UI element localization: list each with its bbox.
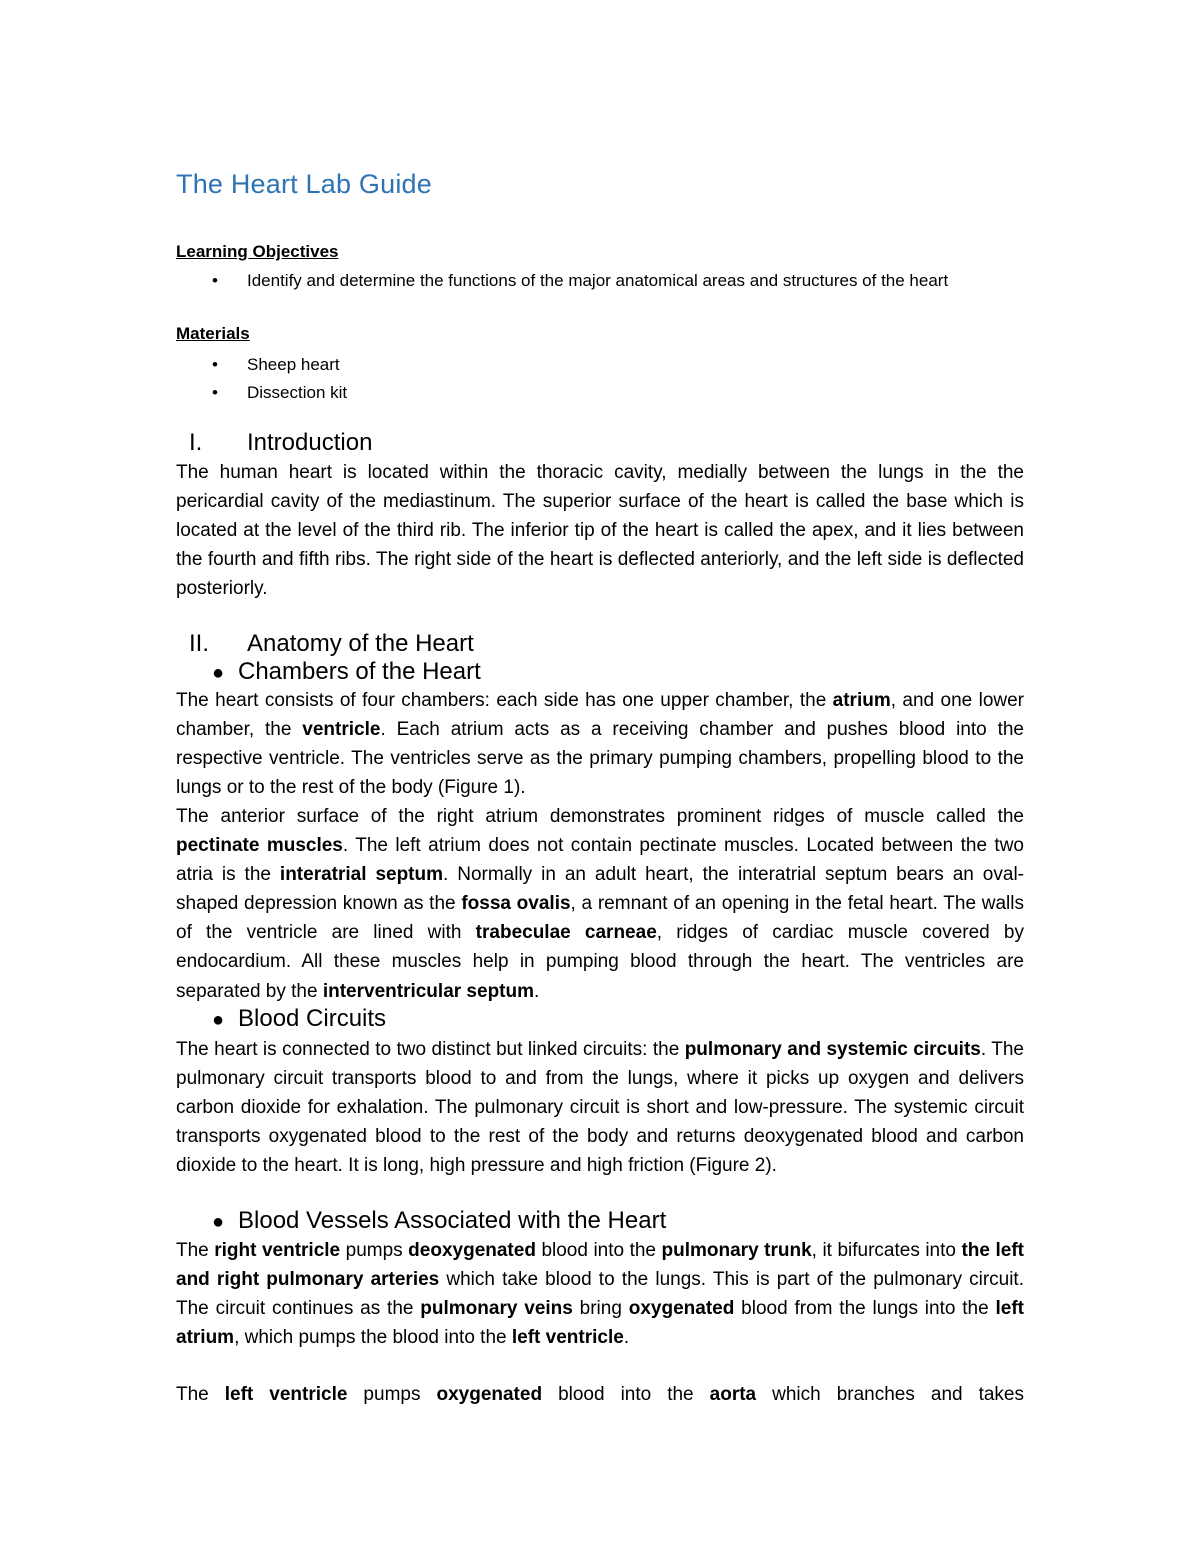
section-title: Anatomy of the Heart <box>247 630 474 657</box>
bullet-icon: ● <box>212 662 225 684</box>
circuits-paragraph: The heart is connected to two distinct but linked circuits: the pulmonary and systemic circuits. The pulmonary circuit transports blood to and from the lungs, where it picks up oxygen and delivers carbon dioxide for exhalation. The pulmonary circuit is short and low-pressure. The systemic circuit transports oxygenated blood to the rest of the body and returns deoxygenated blood and carbon dioxide to the heart. It is long, high pressure and high friction (Figure 2). <box>176 1039 1024 1177</box>
subsection-heading-circuits <box>176 1005 386 1034</box>
objectives-list <box>176 268 1024 293</box>
vessels-paragraph-1: The right ventricle pumps deoxygenated blood into the pulmonary trunk, it bifurcates into the left and right pulmonary arteries which take blood to the lungs. This is part of the pulmonary circuit. The circuit continues as the pulmonary veins bring oxygenated blood from the lungs into the left atrium, which pumps the blood into the left ventricle. <box>176 1240 1024 1349</box>
chambers-paragraph-1: The heart consists of four chambers: each side has one upper chamber, the atrium, and one lower chamber, the ventricle. Each atrium acts as a receiving chamber and pushes blood into the respective ventricle. The ventricles serve as the primary pumping chambers, propelling blood to the lungs or to the rest of the body (Figure 1). <box>176 690 1025 799</box>
materials-list <box>176 351 1024 407</box>
list-item: • Sheep heart <box>176 351 1024 379</box>
list-item: • Dissection kit <box>176 379 1024 407</box>
subsection-title: Blood Circuits <box>238 1005 387 1032</box>
document-title: The Heart Lab Guide <box>176 169 432 199</box>
section-heading-introduction <box>176 429 372 457</box>
introduction-paragraph: The human heart is located within the thoracic cavity, medially between the lungs in the the pericardial cavity of the mediastinum. The superior surface of the heart is called the base which is located at the level of the third rib. The inferior tip of the heart is called the apex, and it lies between the fourth and fifth ribs. The right side of the heart is deflected anteriorly, and the left side is deflected posteriorly. <box>176 462 1024 600</box>
vessels-paragraph-2: The left ventricle pumps oxygenated blood into the aorta which branches and takes <box>176 1384 1024 1405</box>
bullet-icon: ● <box>212 1009 225 1031</box>
bullet-icon: ● <box>212 1211 225 1233</box>
materials-heading: Materials <box>176 324 250 343</box>
section-number: II. <box>189 630 210 657</box>
objectives-heading: Learning Objectives <box>176 242 339 261</box>
subsection-title: Chambers of the Heart <box>238 658 481 685</box>
list-item: • Identify and determine the functions of the major anatomical areas and structures of the heart <box>176 268 1024 293</box>
subsection-title: Blood Vessels Associated with the Heart <box>238 1207 667 1234</box>
subsection-heading-chambers <box>176 658 481 687</box>
subsection-heading-vessels <box>176 1207 666 1236</box>
section-heading-anatomy <box>176 630 474 658</box>
chambers-paragraph-2: The anterior surface of the right atrium demonstrates prominent ridges of muscle called the pectinate muscles. The left atrium does not contain pectinate muscles. Located between the two atria is the interatrial septum. Normally in an adult heart, the interatrial septum bears an oval-shaped depression known as the fossa ovalis, a remnant of an opening in the fetal heart. The walls of the ventricle are lined with trabeculae carneae, ridges of cardiac muscle covered by endocardium. All these muscles help in pumping blood through the heart. The ventricles are separated by the interventricular septum. <box>176 806 1024 1002</box>
section-title: Introduction <box>247 429 373 456</box>
section-number: I. <box>189 429 203 456</box>
